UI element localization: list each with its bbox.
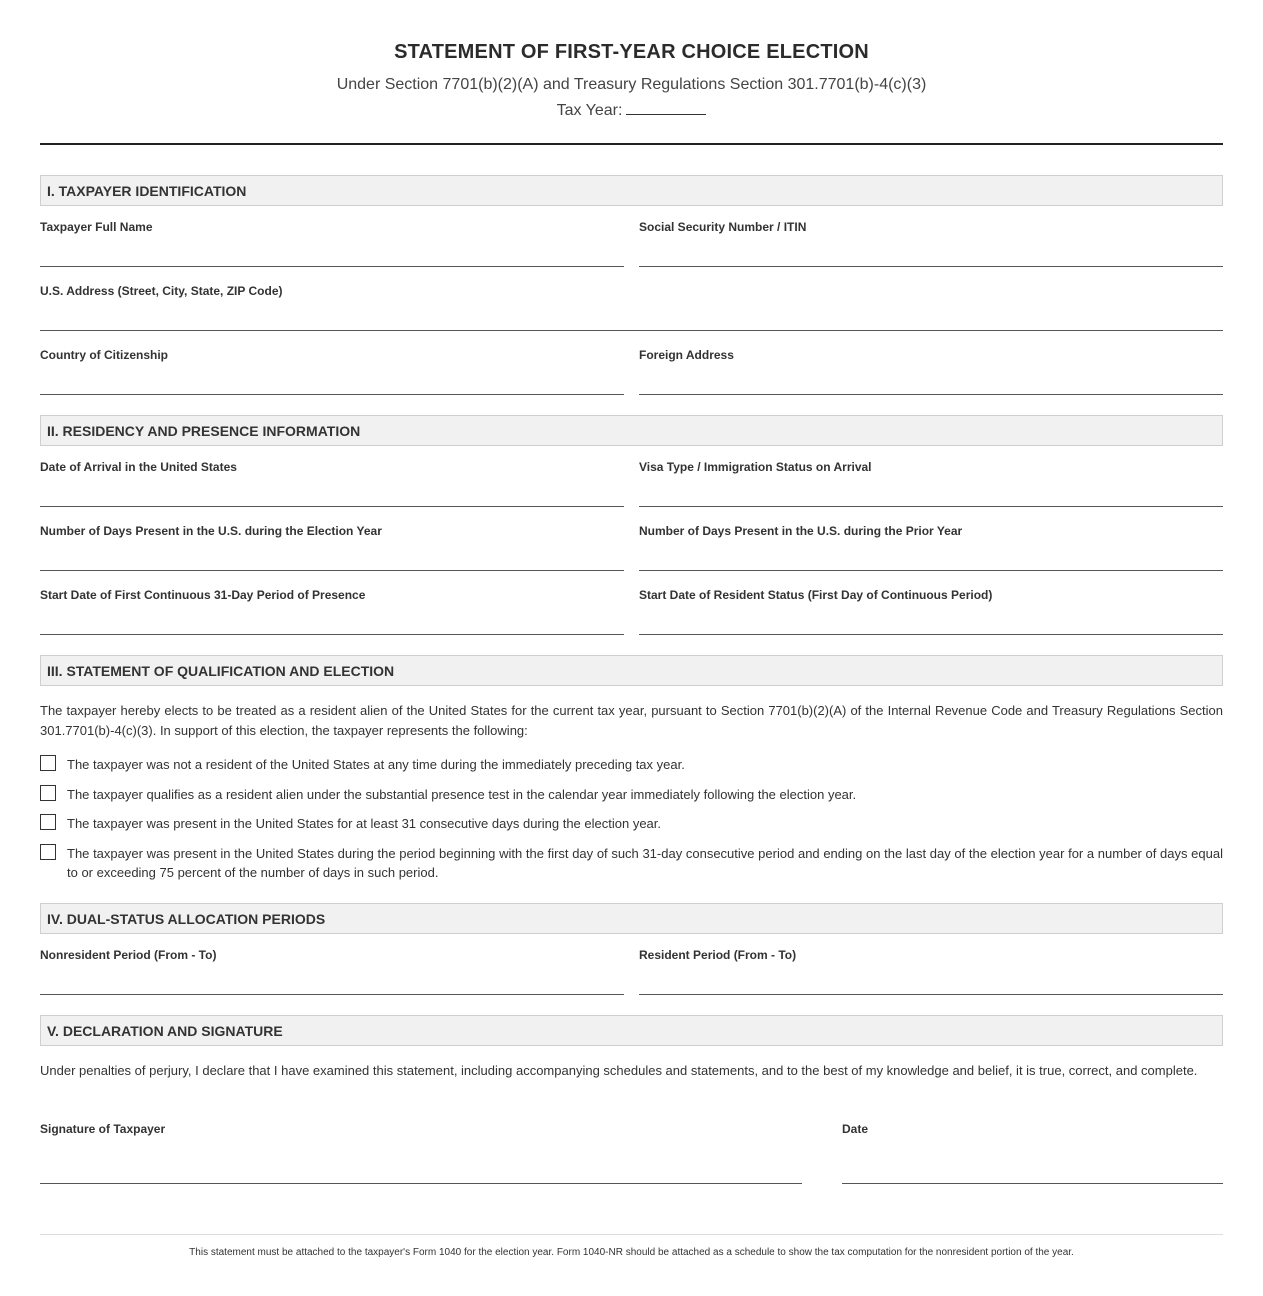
checklist-item-text: The taxpayer was present in the United States during the period beginning with the first day of such 31-day consecutive period and ending on the last day of the election year for a number of days equal to or exceeding 75 percent of the number of days in such period. [67, 846, 1223, 880]
signature-line [40, 1183, 802, 1184]
checklist-item-text: The taxpayer was present in the United States for at least 31 consecutive days during the election year. [67, 816, 662, 831]
checkbox[interactable] [40, 785, 56, 801]
checklist-item-text: The taxpayer qualifies as a resident alien under the substantial presence test in the calendar year immediately following the election year. [67, 787, 857, 802]
arrival-date-label: Date of Arrival in the United States [40, 460, 237, 474]
days-prior-year-line [639, 570, 1223, 571]
checklist-item[interactable] [40, 814, 1223, 834]
us-address-field[interactable] [40, 284, 1223, 332]
footer-divider [40, 1234, 1223, 1235]
signature-label: Signature of Taxpayer [40, 1122, 166, 1136]
date-line [842, 1183, 1223, 1184]
section-heading-qualification: III. STATEMENT OF QUALIFICATION AND ELECTION [40, 655, 1223, 686]
start-31-day-label: Start Date of First Continuous 31-Day Period of Presence [40, 588, 366, 602]
checklist-item[interactable] [40, 755, 1223, 775]
days-prior-year-field[interactable] [639, 524, 1223, 572]
foreign-address-label: Foreign Address [639, 348, 734, 362]
declaration-paragraph: Under penalties of perjury, I declare that I have examined this statement, including accompanying schedules and statements, and to the best of my knowledge and belief, it is true, correct, and complete. [40, 1063, 1198, 1078]
nonresident-period-field[interactable] [40, 948, 624, 996]
resident-period-label: Resident Period (From - To) [639, 948, 797, 962]
footer-note: This statement must be attached to the taxpayer's Form 1040 for the election year. Form 1040-NR should be attached as a schedule to show the tax computation for the nonresident portion of the year. [189, 1247, 1074, 1258]
checkbox[interactable] [40, 755, 56, 771]
ssn-label: Social Security Number / ITIN [639, 220, 807, 234]
checklist-item[interactable] [40, 785, 1223, 805]
start-31-day-field[interactable] [40, 588, 624, 636]
start-resident-status-label: Start Date of Resident Status (First Day of Continuous Period) [639, 588, 993, 602]
section-heading-residency: II. RESIDENCY AND PRESENCE INFORMATION [40, 415, 1223, 446]
visa-type-label: Visa Type / Immigration Status on Arrival [639, 460, 872, 474]
start-resident-status-line [639, 634, 1223, 635]
tax-year-line [40, 100, 1223, 120]
arrival-date-line [40, 506, 624, 507]
resident-period-line [639, 994, 1223, 995]
tax-year-field[interactable] [626, 100, 706, 115]
start-resident-status-field[interactable] [639, 588, 1223, 636]
visa-type-field[interactable] [639, 460, 1223, 508]
document-subtitle: Under Section 7701(b)(2)(A) and Treasury Regulations Section 301.7701(b)-4(c)(3) [336, 76, 927, 93]
ssn-field[interactable] [639, 220, 1223, 268]
signature-field[interactable] [40, 1122, 802, 1186]
days-election-year-line [40, 570, 624, 571]
taxpayer-name-label: Taxpayer Full Name [40, 220, 153, 234]
nonresident-period-label: Nonresident Period (From - To) [40, 948, 217, 962]
days-prior-year-label: Number of Days Present in the U.S. during the Prior Year [639, 524, 963, 538]
citizenship-line [40, 394, 624, 395]
section-heading-dual-status: IV. DUAL-STATUS ALLOCATION PERIODS [40, 903, 1223, 934]
taxpayer-name-field[interactable] [40, 220, 624, 268]
foreign-address-field[interactable] [639, 348, 1223, 396]
citizenship-field[interactable] [40, 348, 624, 396]
days-election-year-label: Number of Days Present in the U.S. during the Election Year [40, 524, 382, 538]
header-divider [40, 143, 1223, 145]
date-label: Date [842, 1122, 869, 1136]
foreign-address-line [639, 394, 1223, 395]
tax-year-label: Tax Year: [556, 102, 623, 119]
checklist-item-text: The taxpayer was not a resident of the United States at any time during the immediately preceding tax year. [67, 757, 685, 772]
us-address-line [40, 330, 1223, 331]
section-heading-declaration: V. DECLARATION AND SIGNATURE [40, 1015, 1223, 1046]
checkbox[interactable] [40, 844, 56, 860]
section-heading-taxpayer-identification: I. TAXPAYER IDENTIFICATION [40, 175, 1223, 206]
election-intro-paragraph: The taxpayer hereby elects to be treated as a resident alien of the United States for the current tax year, pursuant to Section 7701(b)(2)(A) of the Internal Revenue Code and Treasury Regulations Section 301.7701(b)-4(c)(3). In support of this election, the taxpayer represents the following: [40, 703, 1223, 738]
date-field[interactable] [842, 1122, 1223, 1186]
resident-period-field[interactable] [639, 948, 1223, 996]
taxpayer-name-line [40, 266, 624, 267]
checkbox[interactable] [40, 814, 56, 830]
document-title: STATEMENT OF FIRST-YEAR CHOICE ELECTION [394, 41, 869, 63]
days-election-year-field[interactable] [40, 524, 624, 572]
citizenship-label: Country of Citizenship [40, 348, 168, 362]
start-31-day-line [40, 634, 624, 635]
nonresident-period-line [40, 994, 624, 995]
checklist-item[interactable] [40, 844, 1223, 884]
arrival-date-field[interactable] [40, 460, 624, 508]
ssn-line [639, 266, 1223, 267]
us-address-label: U.S. Address (Street, City, State, ZIP Code) [40, 284, 283, 298]
visa-type-line [639, 506, 1223, 507]
